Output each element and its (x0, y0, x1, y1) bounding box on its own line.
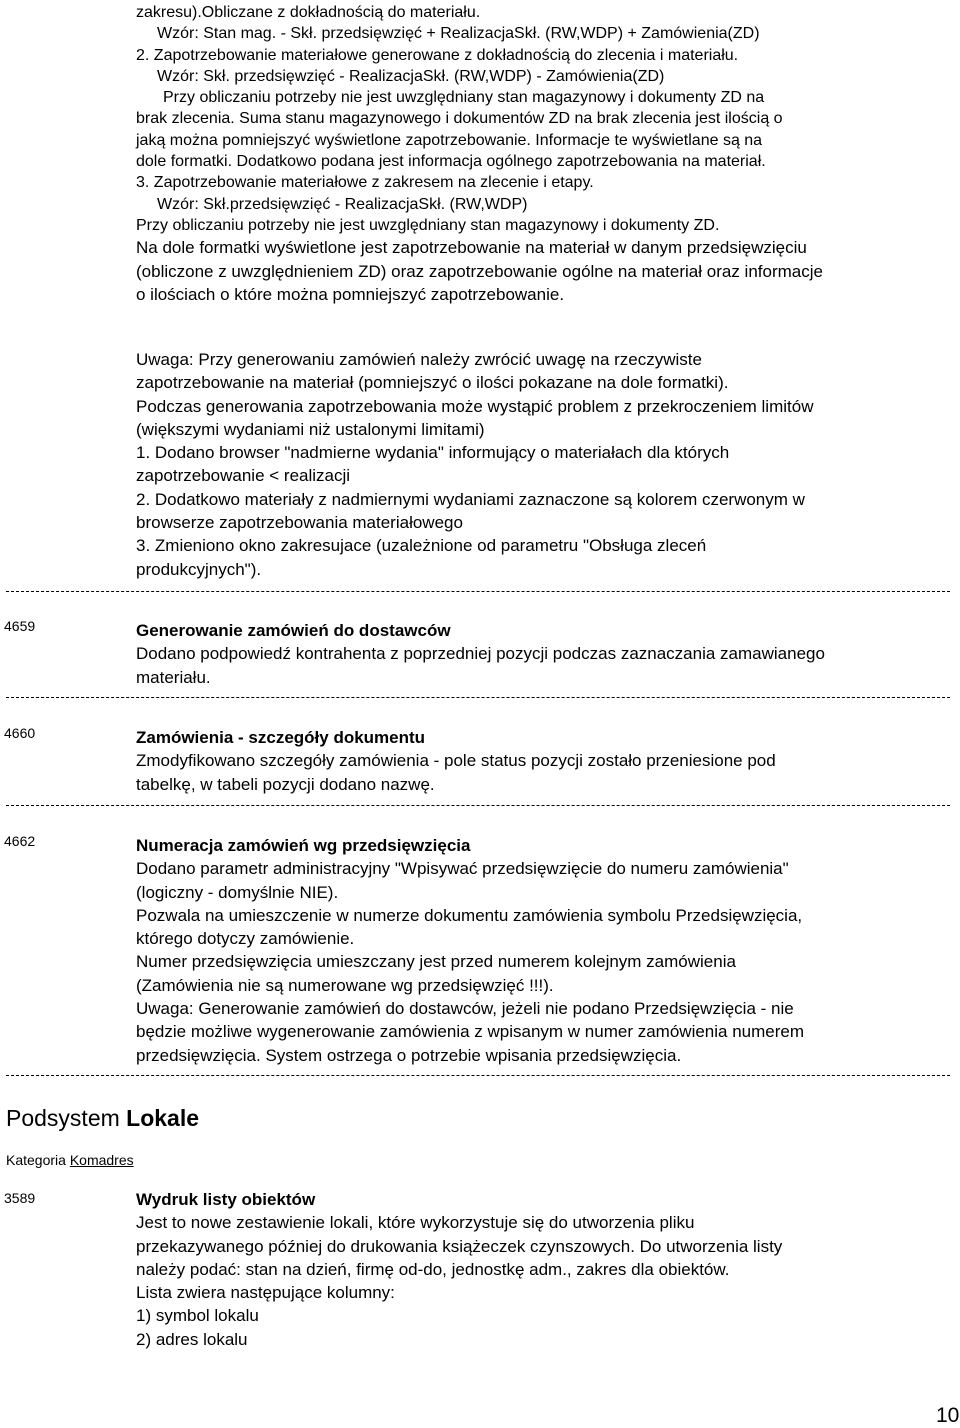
note-line: 1. Dodano browser "nadmierne wydania" informujący o materiałach dla których (136, 443, 730, 463)
entry-line: przekazywanego później do drukowania książeczek czynszowych. Do utworzenia listy (136, 1236, 783, 1256)
note-line: browserze zapotrzebowania materiałowego (136, 513, 463, 533)
entry-line: przedsięwzięcia. System ostrzega o potrzebie wpisania przedsięwzięcia. (136, 1045, 682, 1065)
category-line (6, 1150, 134, 1170)
entry-line: Dodano parametr administracyjny "Wpisywać przedsięwzięcie do numeru zamówienia" (136, 859, 789, 879)
entry-line: będzie możliwe wygenerowanie zamówienia z wpisanym w numer zamówienia numerem (136, 1022, 805, 1042)
note-text (136, 348, 956, 581)
entry-title: Numeracja zamówień wg przedsięwzięcia (136, 836, 471, 855)
intro-line: brak zlecenia. Suma stanu magazynowego i dokumentów ZD na brak zlecenia jest ilością o (136, 110, 783, 128)
note-line: 2. Dodatkowo materiały z nadmiernymi wydaniami zaznaczone są kolorem czerwonym w (136, 489, 805, 509)
page-number: 10 (936, 1404, 960, 1427)
note-line: Uwaga: Przy generowaniu zamówień należy zwrócić uwagę na rzeczywiste (136, 350, 702, 369)
entry-line: Dodano podpowiedź kontrahenta z poprzedniej pozycji podczas zaznaczania zamawianego (136, 644, 825, 664)
entry-3589 (136, 1188, 956, 1351)
separator-line (6, 697, 950, 698)
entry-line: należy podać: stan na dzień, firmę od-do, jednostkę adm., zakres dla obiektów. (136, 1259, 730, 1279)
intro-line: Na dole formatki wyświetlone jest zapotrzebowanie na materiał w danym przedsięwzięciu (136, 238, 807, 258)
entry-number: 4662 (4, 833, 36, 849)
intro-line: (obliczone z uwzględnieniem ZD) oraz zapotrzebowanie ogólne na materiał oraz informacje (136, 261, 823, 281)
note-line: (większymi wydaniami niż ustalonymi limitami) (136, 419, 485, 439)
entry-4660 (136, 726, 956, 796)
intro-line: dole formatki. Dodatkowo podana jest informacja ogólnego zapotrzebowania na materiał. (136, 153, 766, 171)
note-line: Podczas generowania zapotrzebowania może wystąpić problem z przekroczeniem limitów (136, 396, 814, 416)
note-line: zapotrzebowanie na materiał (pomniejszyć o ilości pokazane na dole formatki). (136, 373, 729, 393)
category-link[interactable]: Komadres (69, 1152, 134, 1168)
intro-line: Wzór: Skł. przedsięwzięć - RealizacjaSkł. (RW,WDP) - Zamówienia(ZD) (157, 67, 665, 85)
entry-line: materiału. (136, 667, 211, 687)
separator-line (6, 591, 950, 592)
entry-line: Jest to nowe zestawienie lokali, które wykorzystuje się do utworzenia pliku (136, 1213, 695, 1233)
entry-line: Pozwala na umieszczenie w numerze dokumentu zamówienia symbolu Przedsięwzięcia, (136, 905, 803, 925)
intro-line: o ilościach o które można pomniejszyć zapotrzebowanie. (136, 284, 565, 304)
entry-line: którego dotyczy zamówienie. (136, 929, 355, 949)
note-line: produkcyjnych"). (136, 559, 262, 579)
entry-number: 4659 (4, 618, 36, 634)
intro-line: Wzór: Stan mag. - Skł. przedsięwzięć + RealizacjaSkł. (RW,WDP) + Zamówienia(ZD) (157, 25, 760, 43)
note-line: 3. Zmieniono okno zakresujace (uzależnione od parametru "Obsługa zleceń (136, 536, 707, 556)
entry-line: Lista zwiera następujące kolumny: (136, 1283, 395, 1303)
subsystem-prefix: Podsystem (6, 1105, 120, 1131)
entry-line: 1) symbol lokalu (136, 1306, 259, 1326)
subsystem-heading (6, 1103, 199, 1133)
entry-line: Numer przedsięwzięcia umieszczany jest przed numerem kolejnym zamówienia (136, 952, 736, 972)
separator-line (6, 1075, 950, 1076)
entry-line: Zmodyfikowano szczegóły zamówienia - pole status pozycji zostało przeniesione pod (136, 751, 776, 771)
entry-line: Uwaga: Generowanie zamówień do dostawców, jeżeli nie podano Przedsięwzięcia - nie (136, 999, 794, 1019)
note-line: zapotrzebowanie < realizacji (136, 466, 351, 486)
intro-line: jaką można pomniejszyć wyświetlone zapotrzebowanie. Informacje te wyświetlane są na (136, 131, 763, 149)
entry-title: Zamówienia - szczegóły dokumentu (136, 728, 426, 747)
intro-line: 2. Zapotrzebowanie materiałowe generowane z dokładnością do zlecenia i materiału. (136, 46, 739, 64)
subsystem-name: Lokale (126, 1105, 200, 1131)
intro-line: zakresu).Obliczane z dokładnością do materiału. (136, 4, 481, 21)
entry-number: 3589 (4, 1190, 36, 1206)
entry-4662 (136, 834, 956, 1067)
entry-number: 4660 (4, 725, 36, 741)
intro-line: 3. Zapotrzebowanie materiałowe z zakresem na zlecenie i etapy. (136, 174, 594, 192)
entry-title: Wydruk listy obiektów (136, 1190, 316, 1209)
intro-line: Przy obliczaniu potrzeby nie jest uwzględniany stan magazynowy i dokumenty ZD. (136, 216, 720, 234)
entry-line: (logiczny - domyślnie NIE). (136, 882, 339, 902)
entry-line: 2) adres lokalu (136, 1329, 248, 1349)
intro-line: Przy obliczaniu potrzeby nie jest uwzględniany stan magazynowy i dokumenty ZD na (163, 89, 765, 107)
entry-title: Generowanie zamówień do dostawców (136, 621, 451, 640)
intro-text (136, 2, 956, 306)
entry-line: tabelkę, w tabeli pozycji dodano nazwę. (136, 774, 435, 794)
category-prefix: Kategoria (6, 1152, 66, 1168)
intro-line: Wzór: Skł.przedsięwzięć - RealizacjaSkł. (RW,WDP) (157, 195, 528, 213)
entry-line: (Zamówienia nie są numerowane wg przedsięwzięć !!!). (136, 975, 554, 995)
separator-line (6, 805, 950, 806)
entry-4659 (136, 619, 956, 689)
